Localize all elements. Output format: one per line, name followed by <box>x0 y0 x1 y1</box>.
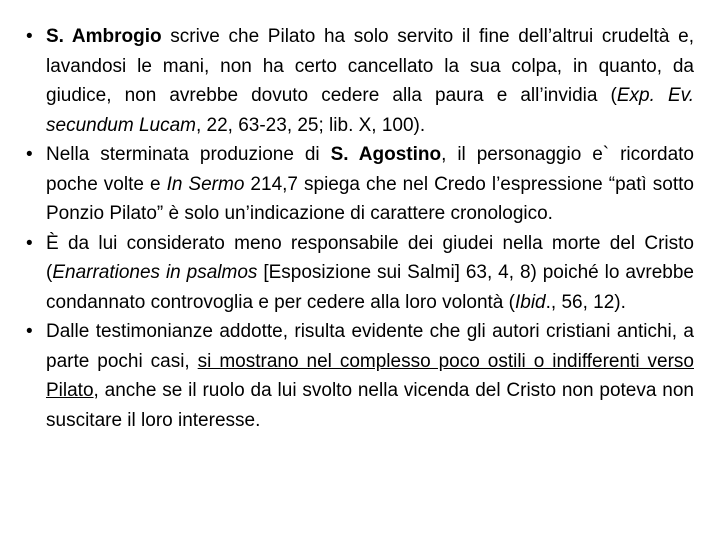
bullet-marker: • <box>26 144 33 165</box>
work-title: In Sermo <box>166 173 245 195</box>
bullet-item-conclusione <box>26 317 694 435</box>
bullet-item-ambrogio <box>26 22 694 140</box>
work-title: Ibid <box>514 291 546 313</box>
bullet-text: [Esposizione sui Salmi] 63, 4, 8) poiché lo avrebbe condannato controvoglia e per cedere alla loro volontà ( <box>46 262 695 313</box>
bullet-text: Nella sterminata produzione di <box>46 144 331 165</box>
author-name: S. Ambrogio <box>46 26 162 47</box>
bullet-marker: • <box>26 321 33 342</box>
bullet-text: , il personaggio e` ricordato poche volte e <box>46 144 694 195</box>
bullet-text: scrive che Pilato ha solo servito il fine dell’altrui crudeltà e, lavandosi le mani, non ha certo cancellato la sua colpa, in quanto, da giudice, non avrebbe dovuto cedere alla paura e all’invidia ( <box>46 26 694 106</box>
bullet-marker: • <box>26 26 33 47</box>
bullet-item-agostino <box>26 140 694 229</box>
author-name: S. Agostino <box>330 144 442 165</box>
bullet-marker: • <box>26 232 33 254</box>
bullet-text: Dalle testimonianze addotte, risulta evidente che gli autori cristiani antichi, a parte pochi casi, <box>46 321 694 372</box>
bullet-text: È da lui considerato meno responsabile dei giudei nella morte del Cristo ( <box>46 232 694 283</box>
bullet-text: , 22, 63-23, 25; lib. X, 100). <box>195 114 426 136</box>
bullet-list <box>26 22 694 435</box>
work-title: Exp. Ev. secundum Lucam <box>46 85 694 136</box>
bullet-text: ., 56, 12). <box>545 291 626 313</box>
bullet-text: 214,7 spiega che nel Credo l’espressione “patì sotto Ponzio Pilato” è solo un’indicazione di carattere cronologico. <box>46 173 695 224</box>
underlined-text: si mostrano nel complesso poco ostili o indifferenti verso Pilato <box>46 350 694 401</box>
bullet-item-responsabilita <box>26 229 694 318</box>
bullet-text: , anche se il ruolo da lui svolto nella vicenda del Cristo non poteva non suscitare il loro interesse. <box>46 380 694 431</box>
work-title: Enarrationes in psalmos <box>52 262 258 283</box>
